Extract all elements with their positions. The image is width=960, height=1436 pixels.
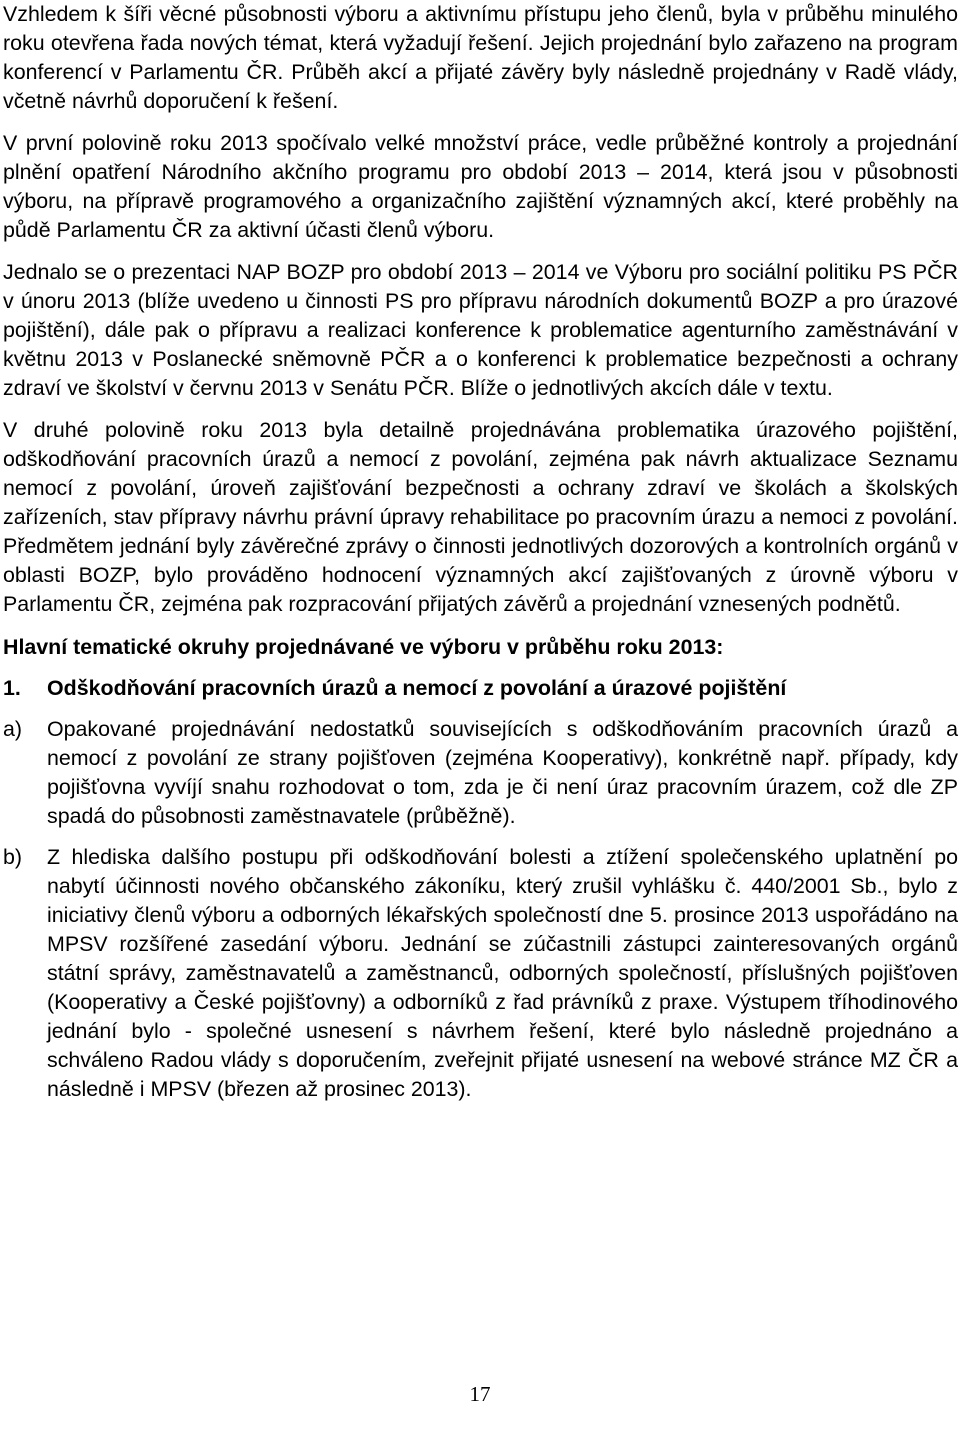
list-item-marker: b) (3, 845, 23, 869)
second-half-paragraph: V druhé polovině roku 2013 byla detailně projednávána problematika úrazového pojištění, odškodňování pracovních úrazů a nemocí z povolání, zejména pak návrh aktualizace Seznamu nemocí z povolání, úroveň zajišťování bezpečnosti a ochrany zdraví ve školách a školských zařízeních, stav přípravy návrhu právní úpravy rehabilitace po pracovním úrazu a nemoci z povolání. Předmětem jednání byly závěrečné zprávy o činnosti jednotlivých dozorových a kontrolních orgánů v oblasti BOZP, bylo prováděno hodnocení významných akcí zajišťovaných z úrovně výboru v Parlamentu ČR, zejména pak rozpracování přijatých závěrů a projednání vznesených podnětů. (3, 418, 958, 616)
list-item-text: Opakované projednávání nedostatků souvisejících s odškodňováním pracovních úrazů a nemocí z povolání ze strany pojišťoven (zejména Kooperativy), konkrétně např. případy, kdy pojišťovna vyvíjí snahu rozhodovat o tom, zda je či není úraz pracovním úrazem, což dle ZP spadá do působnosti zaměstnavatele (průběžně). (47, 717, 958, 828)
numbered-heading (3, 674, 958, 703)
numbered-heading-title: Odškodňování pracovních úrazů a nemocí z povolání a úrazové pojištění (47, 676, 787, 700)
intro-paragraph: Vzhledem k šíři věcné působnosti výboru a aktivnímu přístupu jeho členů, byla v průběhu minulého roku otevřena řada nových témat, která vyžadují řešení. Jejich projednání bylo zařazeno na program konferencí v Parlamentu ČR. Průběh akcí a přijaté závěry byly následně projednány v Radě vlády, včetně návrhů doporučení k řešení. (3, 2, 958, 113)
list-item-marker: a) (3, 717, 23, 741)
list-item (3, 843, 958, 1104)
section-heading: Hlavní tematické okruhy projednávané ve výboru v průběhu roku 2013: (3, 635, 724, 659)
nap-bozp-paragraph: Jednalo se o prezentaci NAP BOZP pro období 2013 – 2014 ve Výboru pro sociální politiku PS PČR v únoru 2013 (blíže uvedeno u činnosti PS pro přípravu národních dokumentů BOZP a pro úrazové pojištění), dále pak o přípravu a realizaci konference k problematice agenturního zaměstnávání v květnu 2013 v Poslanecké sněmovně PČR a o konferenci k problematice bezpečnosti a ochrany zdraví ve školství v červnu 2013 v Senátu PČR. Blíže o jednotlivých akcích dále v textu. (3, 260, 958, 400)
list-item-text: Z hlediska dalšího postupu při odškodňování bolesti a ztížení společenského uplatnění po nabytí účinnosti nového občanského zákoníku, který zrušil vyhlášku č. 440/2001 Sb., bylo z iniciativy členů výboru a odborných lékařských společností dne 5. prosince 2013 uspořádáno na MPSV rozšířené zasedání výboru. Jednání se zúčastnili zástupci zainteresovaných orgánů státní správy, zaměstnavatelů a zaměstnanců, odborných společností, příslušných pojišťoven (Kooperativy a České pojišťovny) a odborníků z řad právníků z praxe. Výstupem tříhodinového jednání bylo - společné usnesení s návrhem řešení, které bylo následně projednáno a schváleno Radou vlády s doporučením, zveřejnit přijaté usnesení na webové stránce MZ ČR a následně i MPSV (březen až prosinec 2013). (47, 845, 958, 1101)
page-number: 17 (469, 1382, 491, 1406)
list-item (3, 715, 958, 831)
first-half-paragraph: V první polovině roku 2013 spočívalo velké množství práce, vedle průběžné kontroly a projednání plnění opatření Národního akčního programu pro období 2013 – 2014, která jsou v působnosti výboru, na přípravě programového a organizačního zajištění významných akcí, které proběhly na půdě Parlamentu ČR za aktivní účasti členů výboru. (3, 131, 958, 242)
numbered-heading-number: 1. (3, 676, 21, 700)
document-page (3, 0, 958, 1104)
